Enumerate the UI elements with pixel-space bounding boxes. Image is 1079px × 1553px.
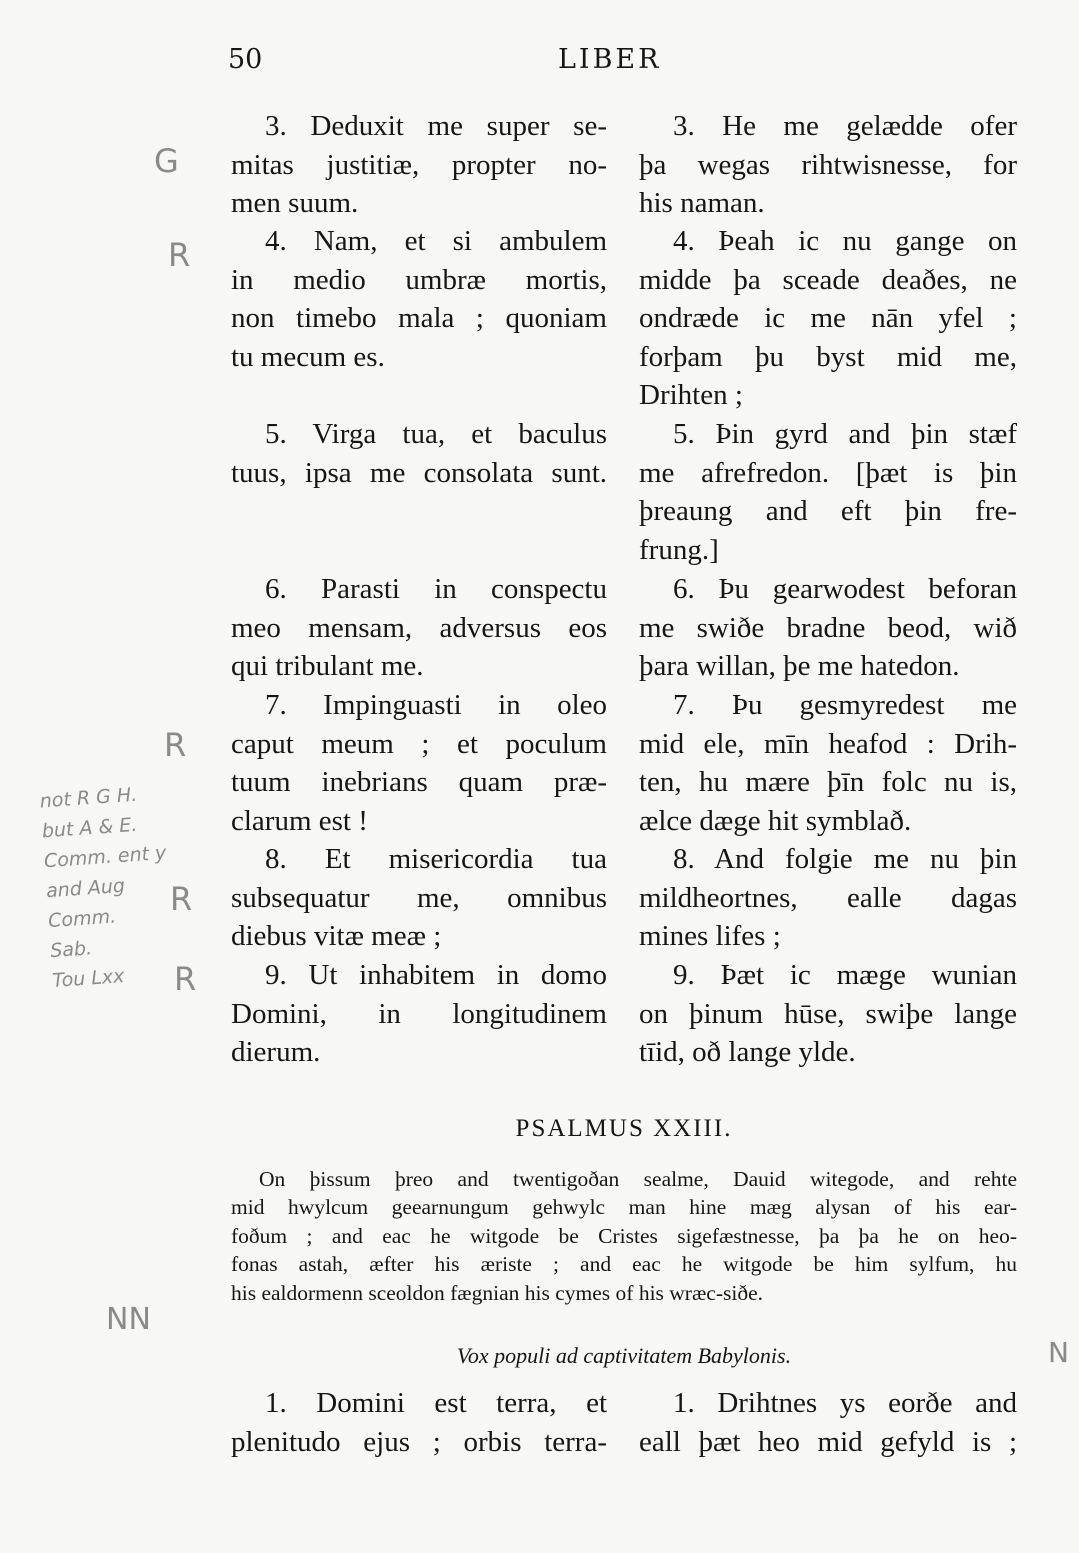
- margin-g-mark: G: [154, 142, 179, 180]
- oe-verse-5: 5. Þin gyrd and þin stæf me afrefredon. [þæt is þin þreaung and eft þin fre- frung.]: [639, 418, 1017, 566]
- margin-r-mark: R: [164, 726, 187, 764]
- running-title: LIBER: [558, 44, 662, 75]
- oe-verse-4: 4. Þeah ic nu gange on midde þa sceade deaðes, ne ondræde ic me nān yfel ; forþam þu byst mid me, Drihten ;: [639, 225, 1017, 412]
- oe-verse-6: 6. Þu gearwodest beforan me swiðe bradne beod, wið þara willan, þe me hatedon.: [639, 573, 1017, 683]
- page-header: [228, 44, 1018, 84]
- oe-verse-7: 7. Þu gesmyredest me mid ele, mīn heafod : Drih- ten, hu mære þīn folc nu is, ælce dæge hit symblað.: [639, 689, 1017, 837]
- argument-subtitle: Vox populi ad captivitatem Babylonis.: [456, 1343, 792, 1368]
- latin-verse-3: 3. Deduxit me super se- mitas justitiæ, propter no- men suum.: [231, 110, 607, 220]
- latin-verse-8: 8. Et misericordia tua subsequatur me, omnibus diebus vitæ meæ ;: [231, 843, 607, 953]
- oe-psalm23-verse-1: 1. Drihtnes ys eorðe and eall þæt heo mid gefyld is ;: [639, 1387, 1017, 1458]
- margin-n-mark: N: [1048, 1336, 1069, 1369]
- latin-verse-7: 7. Impinguasti in oleo caput meum ; et poculum tuum inebrians quam præ- clarum est !: [231, 689, 607, 837]
- margin-r-mark: R: [174, 960, 197, 998]
- margin-r-mark: R: [170, 880, 193, 918]
- latin-psalm23-verse-1: 1. Domini est terra, et plenitudo ejus ; orbis terra-: [231, 1387, 607, 1458]
- latin-verse-6: 6. Parasti in conspectu meo mensam, adversus eos qui tribulant me.: [231, 573, 607, 683]
- latin-verse-4: 4. Nam, et si ambulem in medio umbræ mortis, non timebo mala ; quoniam tu mecum es.: [231, 225, 607, 373]
- oe-verse-9: 9. Þæt ic mæge wunian on þinum hūse, swiþe lange tīid, oð lange ylde.: [639, 959, 1017, 1069]
- latin-verse-5: 5. Virga tua, et baculus tuus, ipsa me consolata sunt.: [231, 418, 607, 489]
- page-number: 50: [228, 44, 263, 75]
- margin-r-mark: R: [168, 236, 191, 274]
- margin-nn-mark: NN: [106, 1302, 151, 1337]
- margin-handwritten-note: not R G H. but A & E. Comm. ent y and Aug Comm. Sab. Tou Lxx: [39, 783, 167, 993]
- psalm-heading: PSALMUS XXIII.: [515, 1115, 733, 1142]
- oe-verse-8: 8. And folgie me nu þin mildheortnes, ealle dagas mines lifes ;: [639, 843, 1017, 953]
- latin-verse-9: 9. Ut inhabitem in domo Domini, in longitudinem dierum.: [231, 959, 607, 1069]
- oe-verse-3: 3. He me gelædde ofer þa wegas rihtwisnesse, for his naman.: [639, 110, 1017, 220]
- psalm-argument: On þissum þreo and twentigoðan sealme, Dauid witegode, and rehte mid hwylcum geearnungum gehwylc man hine mæg alysan of his ear- foðum ; and eac he witgode be Cristes sigefæstnesse, þa þa he on heo- fonas astah, æfter his æriste ; and eac he witgode be him sylfum, hu his ealdormenn sceoldon fægnian his cymes of his wræc-siðe.: [231, 1167, 1017, 1305]
